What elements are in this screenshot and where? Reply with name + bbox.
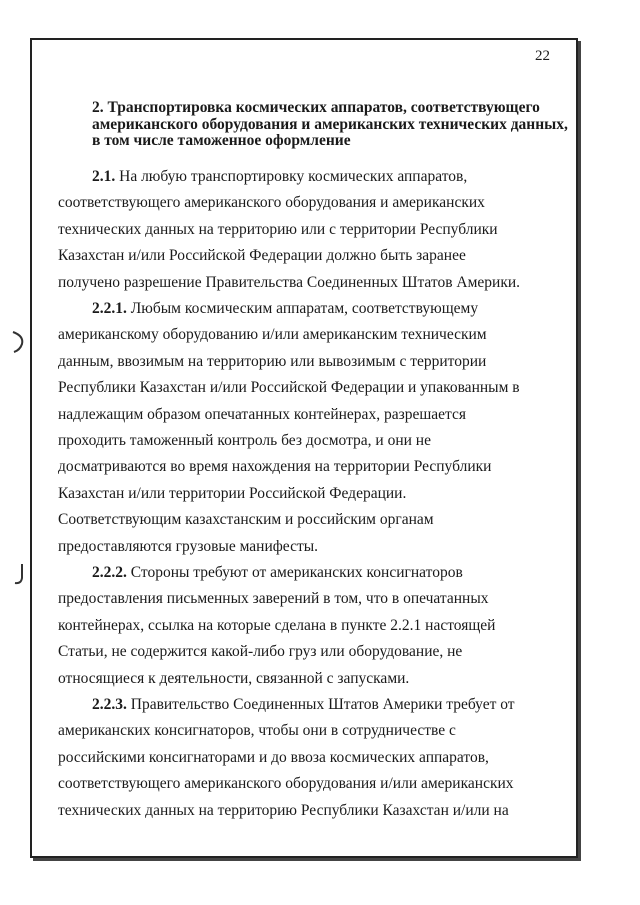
paragraph-line: надлежащим образом опечатанных контейнерах, разрешается xyxy=(58,405,466,423)
paragraph-line: 2.2.3. Правительство Соединенных Штатов Америки требует от xyxy=(92,696,515,713)
paragraph-line: данным, ввозимым на территорию или вывозимым с территории xyxy=(58,352,487,370)
paragraph-line: предоставления письменных заверений в том, что в опечатанных xyxy=(58,590,489,608)
paragraph-line: Казахстан и/или Российской Федерации должно быть заранее xyxy=(58,247,466,265)
paragraph-line: российскими консигнаторами и до ввоза космических аппаратов, xyxy=(58,748,489,766)
paragraph-line: проходить таможенный контроль без досмотра, и они не xyxy=(58,432,431,450)
paragraph-2-2-3 xyxy=(58,692,558,824)
paragraph-line: технических данных на территорию Республики Казахстан и/или на xyxy=(58,801,509,819)
paragraph-line: Соответствующим казахстанским и российским органам xyxy=(58,511,434,529)
paragraph-line: Статьи, не содержится какой-либо груз или оборудование, не xyxy=(58,643,463,661)
paragraph-line: контейнерах, ссылка на которые сделана в пункте 2.2.1 настоящей xyxy=(58,616,496,634)
paragraph-line: относящиеся к деятельности, связанной с запусками. xyxy=(58,669,410,687)
paragraph-line: 2.1. На любую транспортировку космических аппаратов, xyxy=(92,168,468,185)
paragraph-2-2-1 xyxy=(58,296,558,560)
paragraph-line: американскому оборудованию и/или американским техническим xyxy=(58,326,487,344)
section-heading: 2. Транспортировка космических аппаратов, соответствующего американского оборудования и американских технических данных, в том числе таможенное оформление xyxy=(92,99,568,149)
paragraph-line: досматриваются во время нахождения на территории Республики xyxy=(58,458,492,476)
paragraph-number: 2.1. xyxy=(92,168,116,185)
paragraph-number: 2.2.3. xyxy=(92,696,127,713)
paragraph-line: 2.2.2. Стороны требуют от американских консигнаторов xyxy=(92,564,463,581)
paragraph-2-2-2 xyxy=(58,560,558,692)
paragraph-number: 2.2.1. xyxy=(92,300,127,317)
paragraph-line: Республики Казахстан и/или Российской Федерации и упакованным в xyxy=(58,379,520,397)
binding-hole-mark xyxy=(12,562,28,591)
page-number: 22 xyxy=(535,48,550,64)
paragraph-line: соответствующего американского оборудования и/или американских xyxy=(58,775,514,793)
paragraph-line: соответствующего американского оборудования и американских xyxy=(58,194,485,212)
paragraph-line: получено разрешение Правительства Соединенных Штатов Америки. xyxy=(58,273,521,291)
paragraph-line: американских консигнаторов, чтобы они в сотрудничестве с xyxy=(58,722,456,740)
paragraph-line: предоставляются грузовые манифесты. xyxy=(58,537,319,555)
paragraph-line: технических данных на территорию или с территории Республики xyxy=(58,220,498,238)
paragraph-line: 2.2.1. Любым космическим аппаратам, соответствующему xyxy=(92,300,479,317)
paragraph-2-1 xyxy=(58,164,558,296)
paragraph-number: 2.2.2. xyxy=(92,564,127,581)
binding-hole-mark xyxy=(10,330,26,359)
paragraph-line: Казахстан и/или территории Российской Федерации. xyxy=(58,484,407,502)
